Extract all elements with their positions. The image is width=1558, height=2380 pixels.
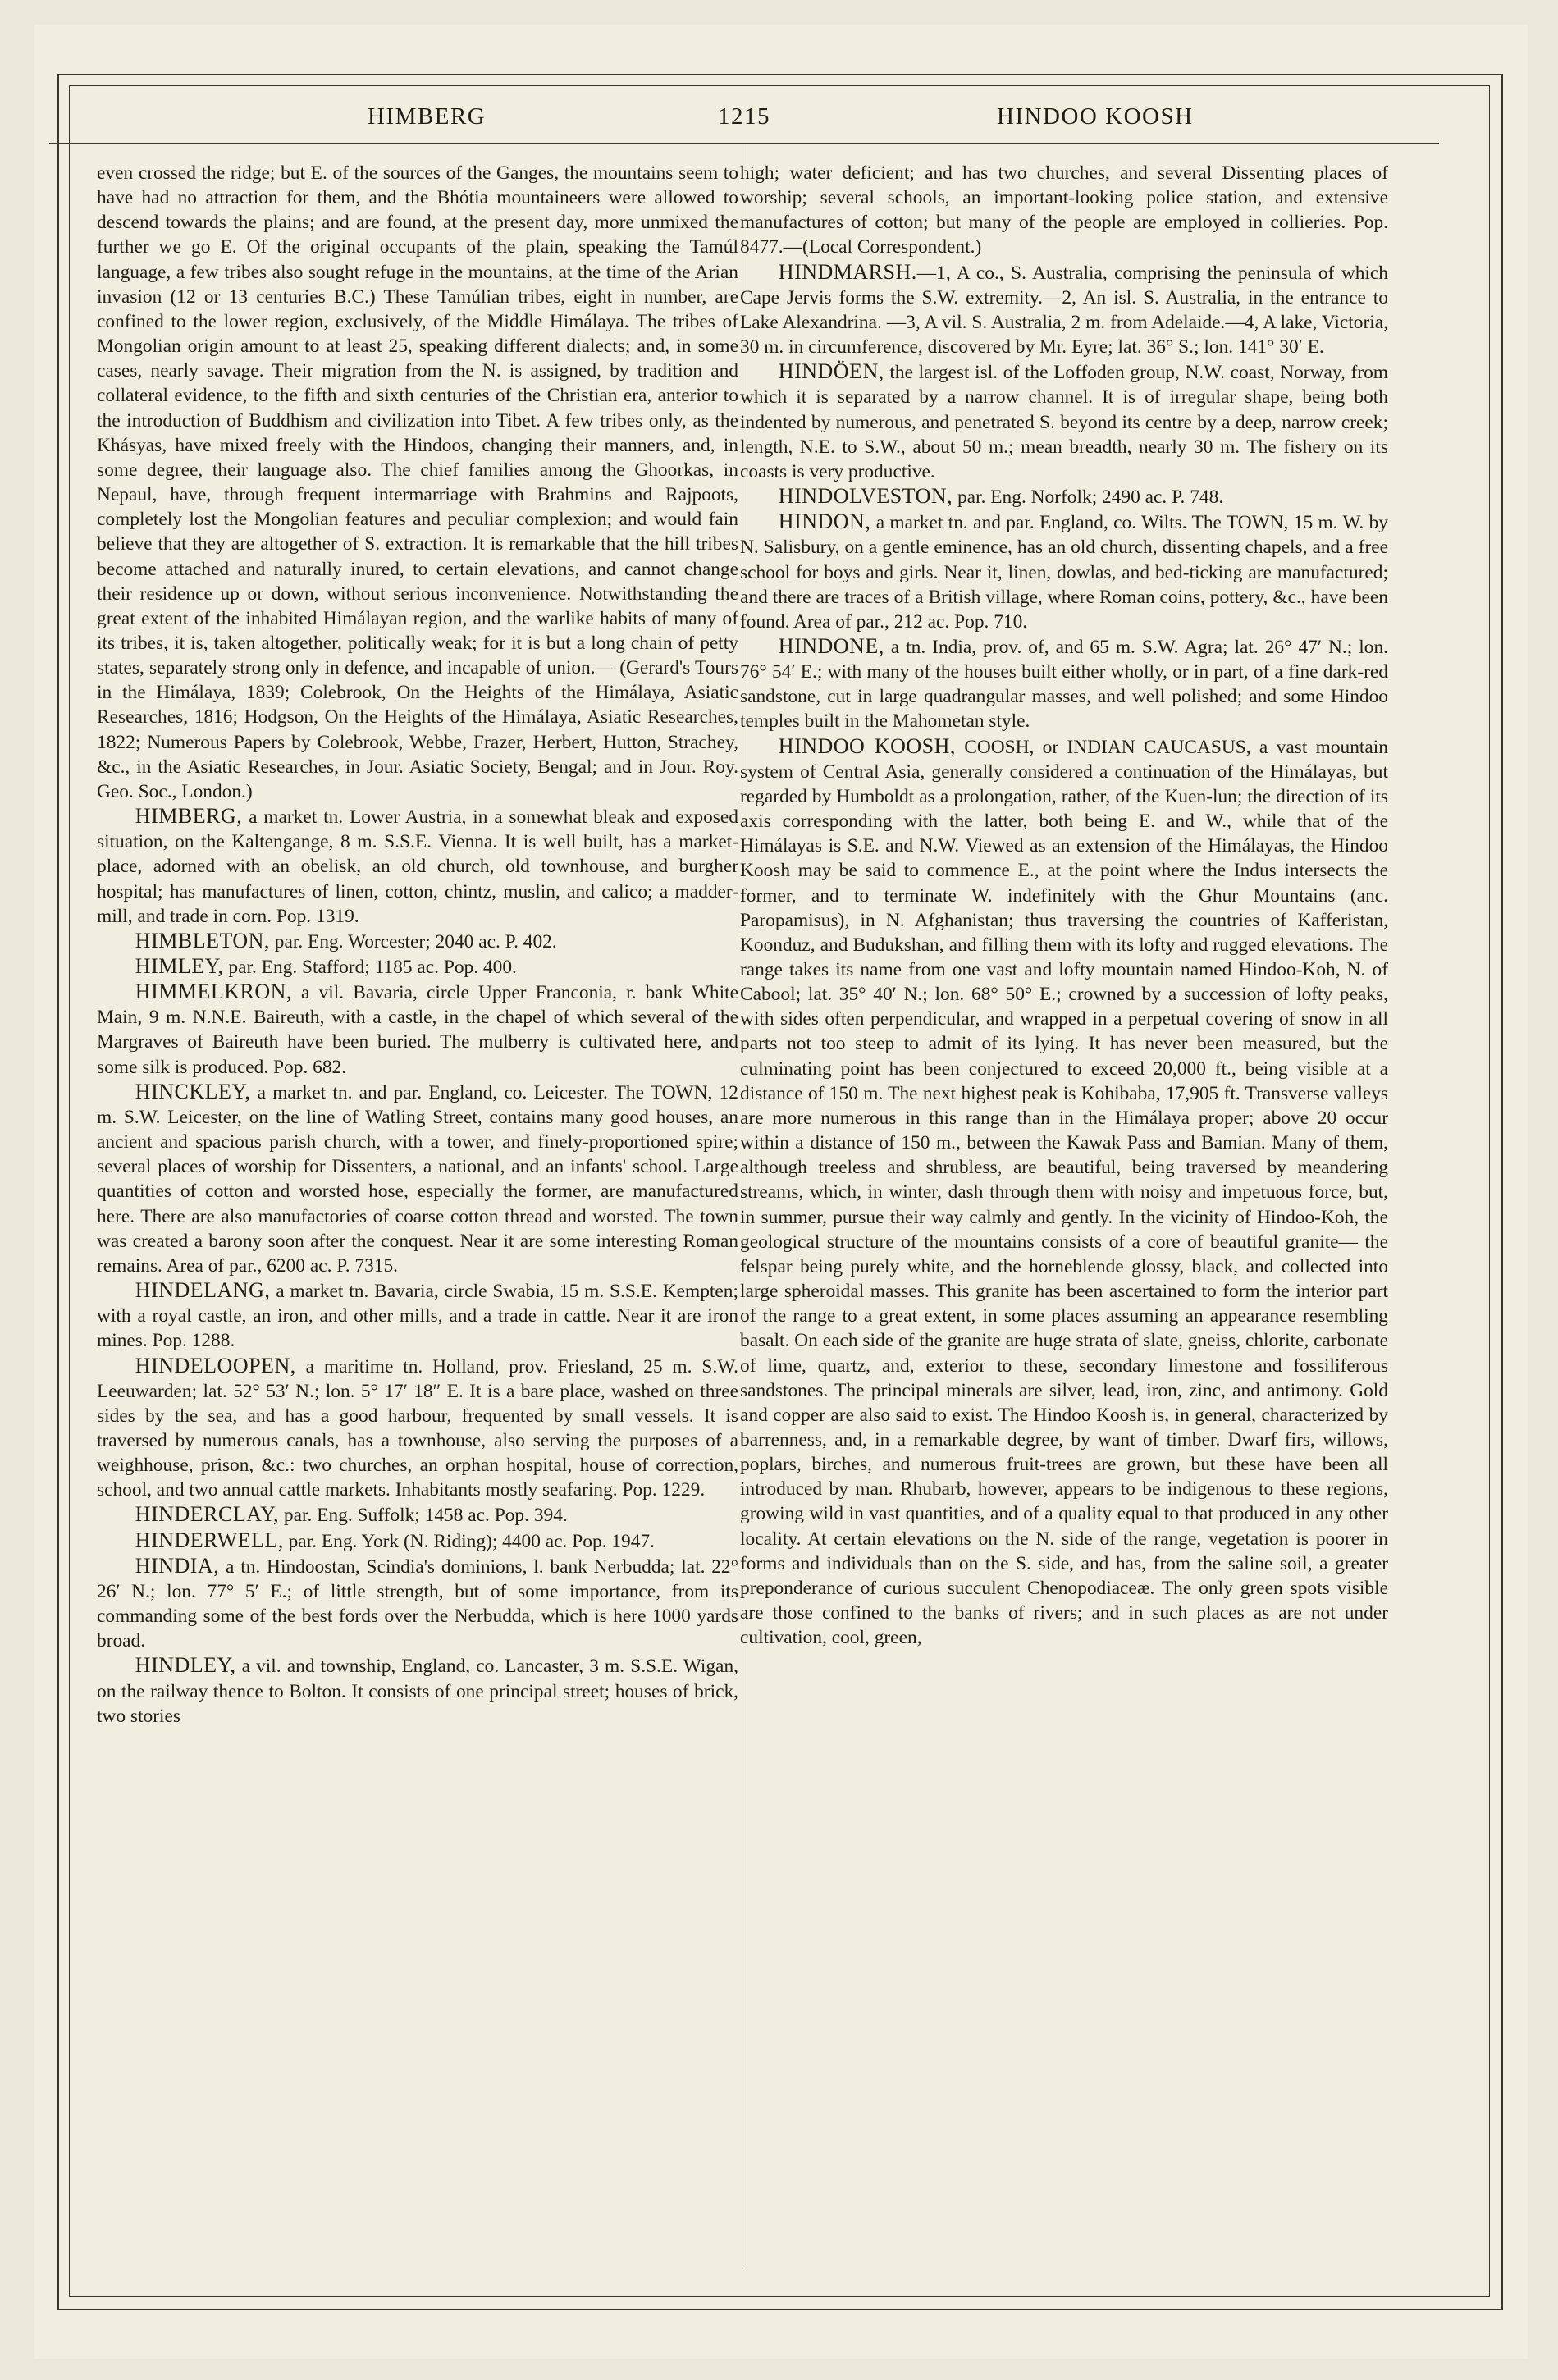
entry-text: a vil. Bavaria, circle Upper Franconia, r. bank White Main, 9 m. N.N.E. Baireuth, with a castle, in the chapel of which several of the Margraves of Baireuth have been buried. The mulberry is cultivated here, and some silk is produced. Pop. 682. xyxy=(97,982,738,1078)
entry-head: HIMBERG, xyxy=(135,804,243,829)
entry-head: HINCKLEY, xyxy=(135,1079,251,1103)
entry-text: high; water deficient; and has two churches, and several Dissenting places of worship; several schools, an important-looking police station, and extensive manufactures of cotton; but many of the people are employed in collieries. Pop. 8477.—(Local Correspondent.) xyxy=(740,162,1388,258)
header-right-keyword: HINDOO KOOSH xyxy=(997,103,1194,130)
entry-text: a market tn. and par. England, co. Leicester. The TOWN, 12 m. S.W. Leicester, on the line of Watling Street, contains many good houses, an ancient and spacious parish church, with a tower, and finely-proportioned spire; several places of worship for Dissenters, a national, and an infants' school. Large quantities of cotton and worsted hose, especially the former, are manufactured here. There are also manufactories of coarse cotton thread and worsted. The town was created a barony soon after the conquest. Near it are some interesting Roman remains. Area of par., 6200 ac. P. 7315. xyxy=(97,1081,738,1277)
entry-head: HINDERWELL, xyxy=(135,1528,284,1552)
entry-head: HIMMELKRON, xyxy=(135,980,292,1004)
entry-hindone xyxy=(740,634,1388,734)
entry-hindon xyxy=(740,509,1388,634)
entry-head: HIMBLETON, xyxy=(135,928,270,952)
entry-head: HINDOLVESTON, xyxy=(778,484,953,509)
entry-himmelkron xyxy=(97,980,738,1080)
header-rule xyxy=(49,143,1439,144)
continued-paragraph xyxy=(97,161,738,804)
entry-text: a tn. Hindoostan, Scindia's dominions, l. bank Nerbudda; lat. 22° 26′ N.; lon. 77° 5′ E.; of little strength, but of some importance, from its commanding some of the best fords over the Nerbudda, which is here 1000 yards broad. xyxy=(97,1555,738,1652)
entry-head: HINDMARSH. xyxy=(778,259,917,284)
entry-text: a vil. and township, England, co. Lancaster, 3 m. S.S.E. Wigan, on the railway thence to Bolton. It consists of one principal street; houses of brick, two stories xyxy=(97,1656,738,1727)
entry-text: par. Eng. Stafford; 1185 ac. Pop. 400. xyxy=(223,957,517,978)
entry-head: HINDERCLAY, xyxy=(135,1502,280,1527)
entry-text: par. Eng. Suffolk; 1458 ac. Pop. 394. xyxy=(279,1505,568,1527)
entry-text: COOSH, or INDIAN CAUCASUS, a vast mountain system of Central Asia, generally considered a continuation of the Himálayas, but regarded by Humboldt as a prolongation, rather, of the Kuen-lun; the direction of its axis corresponding with the latter, both being E. and W., while that of the Himálayas is S.E. and N.W. Viewed as an extension of the Himálayas, the Hindoo Koosh may be said to commence E., at the point where the Indus intersects the former, and to terminate W. indefinitely with the Ghur Mountains (anc. Paropamisus), in N. Afghanistan; thus traversing the countries of Kafferistan, Koonduz, and Budukshan, and filling them with its lofty and rugged elevations. The range takes its name from one vast and lofty mountain named Hindoo-Koh, N. of Cabool; lat. 35° 40′ N.; lon. 68° 50° E.; crowned by a succession of lofty peaks, with sides often perpendicular, and wrapped in a perpetual covering of snow in all parts not too steep to admit of its lying. It has never been measured, but the culminating point has been conjectured to exceed 20,000 ft., being visible at a distance of 150 m. The next highest peak is Kohibaba, 17,905 ft. Transverse valleys are more numerous in this range than in the Himálaya proper; above 20 occur within a distance of 150 m., between the Kawak Pass and Bamian. Many of them, although treeless and shrubless, are beautiful, being traversed by meandering streams, which, in winter, dash through them with noisy and impetuous force, but, in summer, pursue their way calmly and gently. In the vicinity of Hindoo-Koh, the geological structure of the mountains consists of a core of beautiful granite— the felspar being purely white, and the horneblende glossy, black, and collected into large spheroidal masses. This granite has been ascertained to form the interior part of the range to a great extent, in some places assuming an appearance resembling basalt. On each side of the granite are huge strata of slate, gneiss, chlorite, carbonate of lime, quartz, and, exterior to these, secondary limestone and fossiliferous sandstones. The principal minerals are silver, lead, iron, zinc, and antimony. Gold and copper are also said to exist. The Hindoo Koosh is, in general, characterized by barrenness, and, in a remarkable degree, by want of timber. Dwarf firs, willows, poplars, birches, and numerous fruit-trees are grown, but these have been all introduced by man. Rhubarb, however, appears to be indigenous to these regions, growing wild in vast quantities, and of a quality equal to that produced in any other locality. At certain elevations on the N. side of the range, vegetation is poorer in forms and individuals than on the S. side, and has, from the saline soil, a greater preponderance of curious succulent Chenopodiaceæ. The only green spots visible are those confined to the banks of rivers; and in such places as are not under cultivation, cool, green, xyxy=(740,736,1389,1649)
entry-text: a tn. India, prov. of, and 65 m. S.W. Agra; lat. 26° 47′ N.; lon. 76° 54′ E.; with many of the houses built either wholly, or in part, of a fine dark-red sandstone, cut in large quadrangular masses, and well polished; and some Hindoo temples built in the Mahometan style. xyxy=(740,636,1388,733)
entry-text: —1, A co., S. Australia, comprising the peninsula of which Cape Jervis forms the S.W. extremity.—2, An isl. S. Australia, in the entrance to Lake Alexandrina. —3, A vil. S. Australia, 2 m. from Adelaide.—4, A lake, Victoria, 30 m. in circumference, discovered by Mr. Eyre; lat. 36° S.; lon. 141° 30′ E. xyxy=(740,262,1388,359)
entry-text: a market tn. and par. England, co. Wilts. The TOWN, 15 m. W. by N. Salisbury, on a gentle eminence, has an old church, dissenting chapels, and a free school for boys and girls. Near it, linen, dowlas, and bed-ticking are manufactured; and there are traces of a British village, where Roman coins, pottery, &c., have been found. Area of par., 212 ac. Pop. 710. xyxy=(740,512,1388,633)
entry-himbleton xyxy=(97,929,738,954)
entry-text: par. Eng. Norfolk; 2490 ac. P. 748. xyxy=(953,487,1224,509)
entry-text: even crossed the ridge; but E. of the sources of the Ganges, the mountains seem to have had no attraction for them, and the Bhótia mountaineers were allowed to descend towards the plains; and are found, at the present day, more unmixed the further we go E. Of the original occupants of the plain, speaking the Tamúl language, a few tribes also sought refuge in the mountains, at the time of the Arian invasion (12 or 13 centuries B.C.) These Tamúlian tribes, eight in number, are confined to the lower region, exclusively, of the Middle Himálaya. The tribes of Mongolian origin amount to at least 25, speaking different dialects; and, in some cases, nearly savage. Their migration from the N. is assigned, by tradition and collateral evidence, to the fifth and sixth centuries of the Christian era, anterior to the introduction of Buddhism and civilization into Tibet. A few tribes only, as the Khásyas, have mixed freely with the Hindoos, changing their manners, and, in some degree, their language also. The chief families among the Ghoorkas, in Nepaul, have, through frequent intermarriage with Brahmins and Rajpoots, completely lost the Mongolian features and peculiar complexion; and would fain believe that they are altogether of S. extraction. It is remarkable that the hill tribes become attached and naturally inured, to certain elevations, and cannot change their residence up or down, without serious inconvenience. Notwithstanding the great extent of the inhabited Himálayan region, and the warlike habits of many of its tribes, it is, taken altogether, politically weak; for it is but a long chain of petty states, separately strong only in defence, and incapable of union.— (Gerard's Tours in the Himálaya, 1839; Colebrook, On the Heights of the Himálaya, Asiatic Researches, 1816; Hodgson, On the Heights of the Himálaya, Asiatic Researches, 1822; Numerous Papers by Colebrook, Webbe, Frazer, Herbert, Hutton, Strachey, &c., in the Asiatic Researches, in Jour. Asiatic Society, Bengal; and in Jour. Roy. Geo. Soc., London.) xyxy=(97,162,738,802)
entry-hindoen xyxy=(740,359,1388,484)
entry-hindia xyxy=(97,1554,738,1654)
entry-head: HINDIA, xyxy=(135,1553,220,1578)
entry-hindolveston xyxy=(740,484,1388,509)
entry-head: HINDELANG, xyxy=(135,1278,271,1303)
page-number: 1215 xyxy=(718,103,770,130)
running-header xyxy=(49,97,1439,138)
entry-text: a market tn. Bavaria, circle Swabia, 15 m. S.S.E. Kempten; with a royal castle, an iron, and other mills, and a trade in cattle. Near it are iron mines. Pop. 1288. xyxy=(97,1281,738,1352)
header-left-keyword: HIMBERG xyxy=(368,103,487,130)
entry-head: HINDON, xyxy=(778,509,871,534)
entry-himberg xyxy=(97,804,738,929)
entry-hindeloopen xyxy=(97,1354,738,1503)
entry-hindmarsh xyxy=(740,260,1388,360)
entry-head: HINDLEY, xyxy=(135,1653,236,1678)
entry-hindoo-koosh xyxy=(740,734,1388,1651)
entry-hinckley xyxy=(97,1080,738,1278)
entry-head: HINDONE, xyxy=(778,633,884,658)
entry-hindley xyxy=(97,1653,738,1728)
right-column xyxy=(740,161,1388,1650)
entry-himley xyxy=(97,954,738,980)
entry-hinderclay xyxy=(97,1502,738,1528)
entry-text: the largest isl. of the Loffoden group, N.W. coast, Norway, from which it is separated by a narrow channel. It is of irregular shape, being both indented by numerous, and penetrated S. beyond its centre by a deep, narrow creek; length, N.E. to S.W., about 50 m.; mean breadth, nearly 30 m. The fishery on its coasts is very productive. xyxy=(740,362,1388,482)
continued-paragraph xyxy=(740,161,1388,260)
entry-head: HINDELOOPEN, xyxy=(135,1353,296,1377)
entry-text: par. Eng. Worcester; 2040 ac. P. 402. xyxy=(269,930,557,952)
entry-head: HIMLEY, xyxy=(135,954,224,978)
entry-text: a maritime tn. Holland, prov. Friesland, 25 m. S.W. Leeuwarden; lat. 52° 53′ N.; lon. 5° 17′ 18″ E. It is a bare place, washed on three sides by the sea, and has a good harbour, frequented by small vessels. It is traversed by numerous canals, has a townhouse, also serving the purposes of a weighhouse, prison, &c.: two churches, an orphan hospital, house of correction, school, and two annual cattle markets. Inhabitants mostly seafaring. Pop. 1229. xyxy=(97,1355,738,1501)
entry-head: HINDÖEN, xyxy=(778,359,884,384)
entry-hinderwell xyxy=(97,1528,738,1554)
entry-hindelang xyxy=(97,1278,738,1353)
entry-head: HINDOO KOOSH, xyxy=(778,733,956,758)
left-column xyxy=(97,161,738,1729)
entry-text: a market tn. Lower Austria, in a somewhat bleak and exposed situation, on the Kaltengange, 8 m. S.S.E. Vienna. It is well built, has a market-place, adorned with an obelisk, an old church, old townhouse, and burgher hospital; has manufactures of linen, cotton, chintz, muslin, and calico; a madder-mill, and trade in corn. Pop. 1319. xyxy=(97,806,738,927)
entry-text: par. Eng. York (N. Riding); 4400 ac. Pop. 1947. xyxy=(283,1530,655,1552)
